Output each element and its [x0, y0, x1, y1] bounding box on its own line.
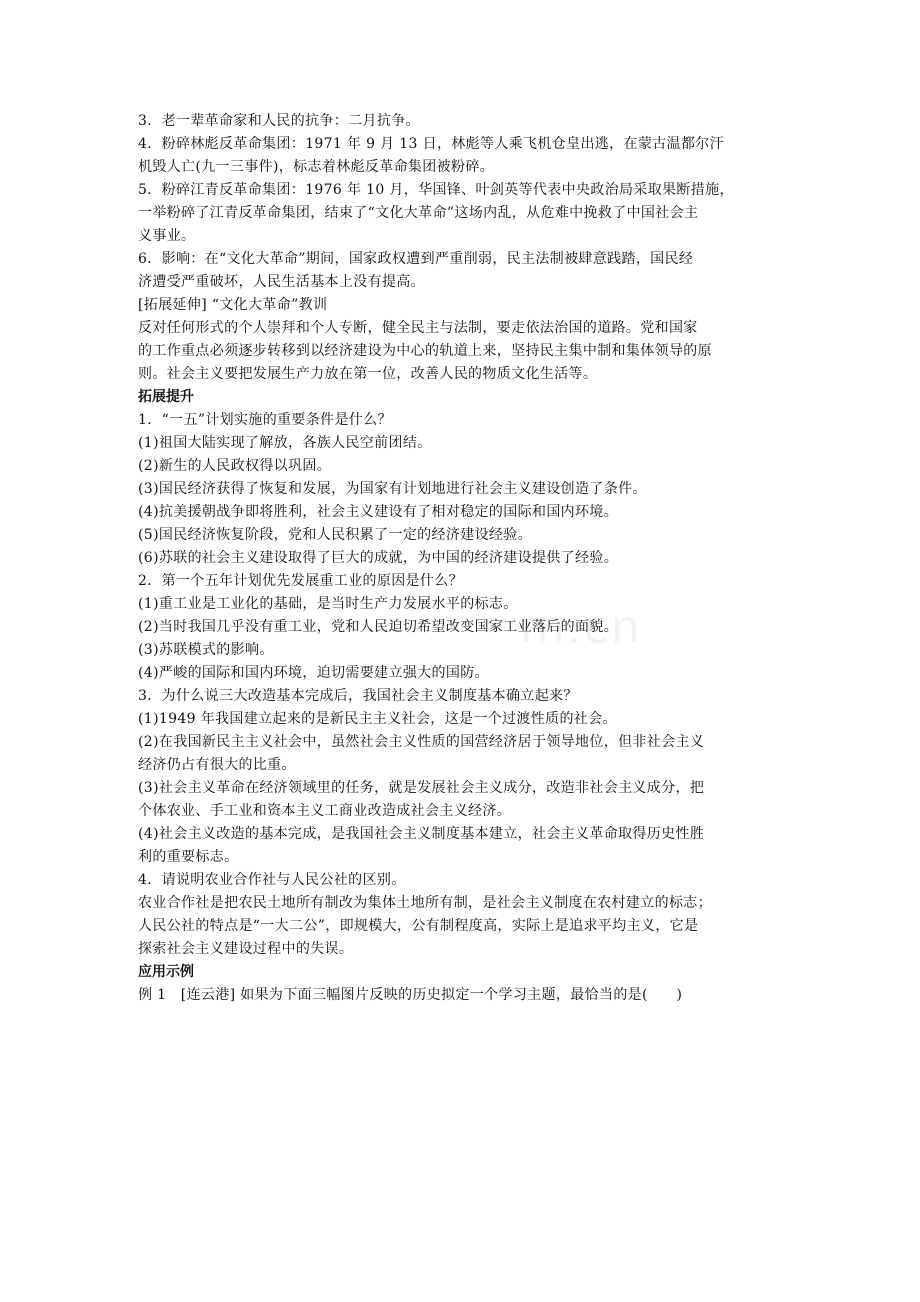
text-line: (2)新生的人民政权得以巩固。 — [138, 458, 332, 474]
text-line: 个体农业、手工业和资本主义工商业改造成社会主义经济。 — [138, 803, 512, 819]
text-line: (1)1949 年我国建立起来的是新民主主义社会，这是一个过渡性质的社会。 — [138, 711, 617, 727]
text-line: 3．老一辈革命家和人民的抗争：二月抗争。 — [138, 113, 420, 129]
text-line: (2)当时我国几乎没有重工业，党和人民迫切希望改变国家工业落后的面貌。 — [138, 619, 619, 635]
text-line: (3)苏联模式的影响。 — [138, 642, 274, 658]
text-line: (3)社会主义革命在经济领域里的任务，就是发展社会主义成分，改造非社会主义成分，把 — [138, 780, 705, 796]
text-line: (4)严峻的国际和国内环境，迫切需要建立强大的国防。 — [138, 665, 489, 681]
text-line: (6)苏联的社会主义建设取得了巨大的成就，为中国的经济建设提供了经验。 — [138, 550, 619, 566]
text-line: 农业合作社是把农民土地所有制改为集体土地所有制，是社会主义制度在农村建立的标志； — [138, 895, 712, 911]
text-line: (2)在我国新民主主义社会中，虽然社会主义性质的国营经济居于领导地位，但非社会主义 — [138, 734, 705, 750]
section-cultural-revolution — [138, 110, 788, 386]
question-line: 2．第一个五年计划优先发展重工业的原因是什么？ — [138, 573, 463, 589]
question-line: 3．为什么说三大改造基本完成后，我国社会主义制度基本确立起来？ — [138, 688, 578, 704]
text-line: (4)抗美援朝战争即将胜利，社会主义建设有了相对稳定的国际和国内环境。 — [138, 504, 619, 520]
question-line: 1．“一五”计划实施的重要条件是什么？ — [138, 412, 392, 428]
question-line: 4．请说明农业合作社与人民公社的区别。 — [138, 872, 406, 888]
extension-label: [拓展延伸] “文化大革命”教训 — [138, 297, 328, 313]
text-line: (4)社会主义改造的基本完成，是我国社会主义制度基本建立，社会主义革命取得历史性胜 — [138, 826, 705, 842]
text-line: 一举粉碎了江青反革命集团，结束了“文化大革命”这场内乱，从危难中挽救了中国社会主 — [138, 205, 699, 221]
example-question: 例 1 [连云港] 如果为下面三幅图片反映的历史拟定一个学习主题，最恰当的是( ) — [138, 987, 683, 1003]
section-extension — [138, 386, 788, 961]
document-page — [138, 110, 788, 1007]
text-line: 探索社会主义建设过程中的失误。 — [138, 941, 354, 957]
text-line: 4．粉碎林彪反革命集团：1971 年 9 月 13 日，林彪等人乘飞机仓皇出逃，在蒙古温都尔汗 — [138, 136, 724, 152]
text-line: (1)重工业是工业化的基础，是当时生产力发展水平的标志。 — [138, 596, 518, 612]
text-line: 利的重要标志。 — [138, 849, 239, 865]
text-line: 6．影响：在“文化大革命”期间，国家政权遭到严重削弱，民主法制被肆意践踏，国民经 — [138, 251, 694, 267]
text-line: 的工作重点必须逐步转移到以经济建设为中心的轨道上来，坚持民主集中制和集体领导的原 — [138, 343, 712, 359]
text-line: 人民公社的特点是“一大二公”，即规模大，公有制程度高，实际上是追求平均主义，它是 — [138, 918, 699, 934]
text-line: 机毁人亡(九一三事件)，标志着林彪反革命集团被粉碎。 — [138, 159, 495, 175]
section-application — [138, 961, 788, 1007]
section-heading: 应用示例 — [138, 964, 194, 980]
text-line: 5．粉碎江青反革命集团：1976 年 10 月，华国锋、叶剑英等代表中央政治局采取果断措施， — [138, 182, 734, 198]
text-line: (1)祖国大陆实现了解放，各族人民空前团结。 — [138, 435, 432, 451]
watermark: m.cn — [520, 600, 642, 654]
text-line: 反对任何形式的个人崇拜和个人专断，健全民主与法制，要走依法治国的道路。党和国家 — [138, 320, 698, 336]
text-line: 经济仍占有很大的比重。 — [138, 757, 296, 773]
text-line: 则。社会主义要把发展生产力放在第一位，改善人民的物质文化生活等。 — [138, 366, 598, 382]
text-line: 济遭受严重破坏，人民生活基本上没有提高。 — [138, 274, 425, 290]
section-heading: 拓展提升 — [138, 389, 194, 405]
text-line: (3)国民经济获得了恢复和发展，为国家有计划地进行社会主义建设创造了条件。 — [138, 481, 647, 497]
text-line: 义事业。 — [138, 228, 196, 244]
text-line: (5)国民经济恢复阶段，党和人民积累了一定的经济建设经验。 — [138, 527, 532, 543]
